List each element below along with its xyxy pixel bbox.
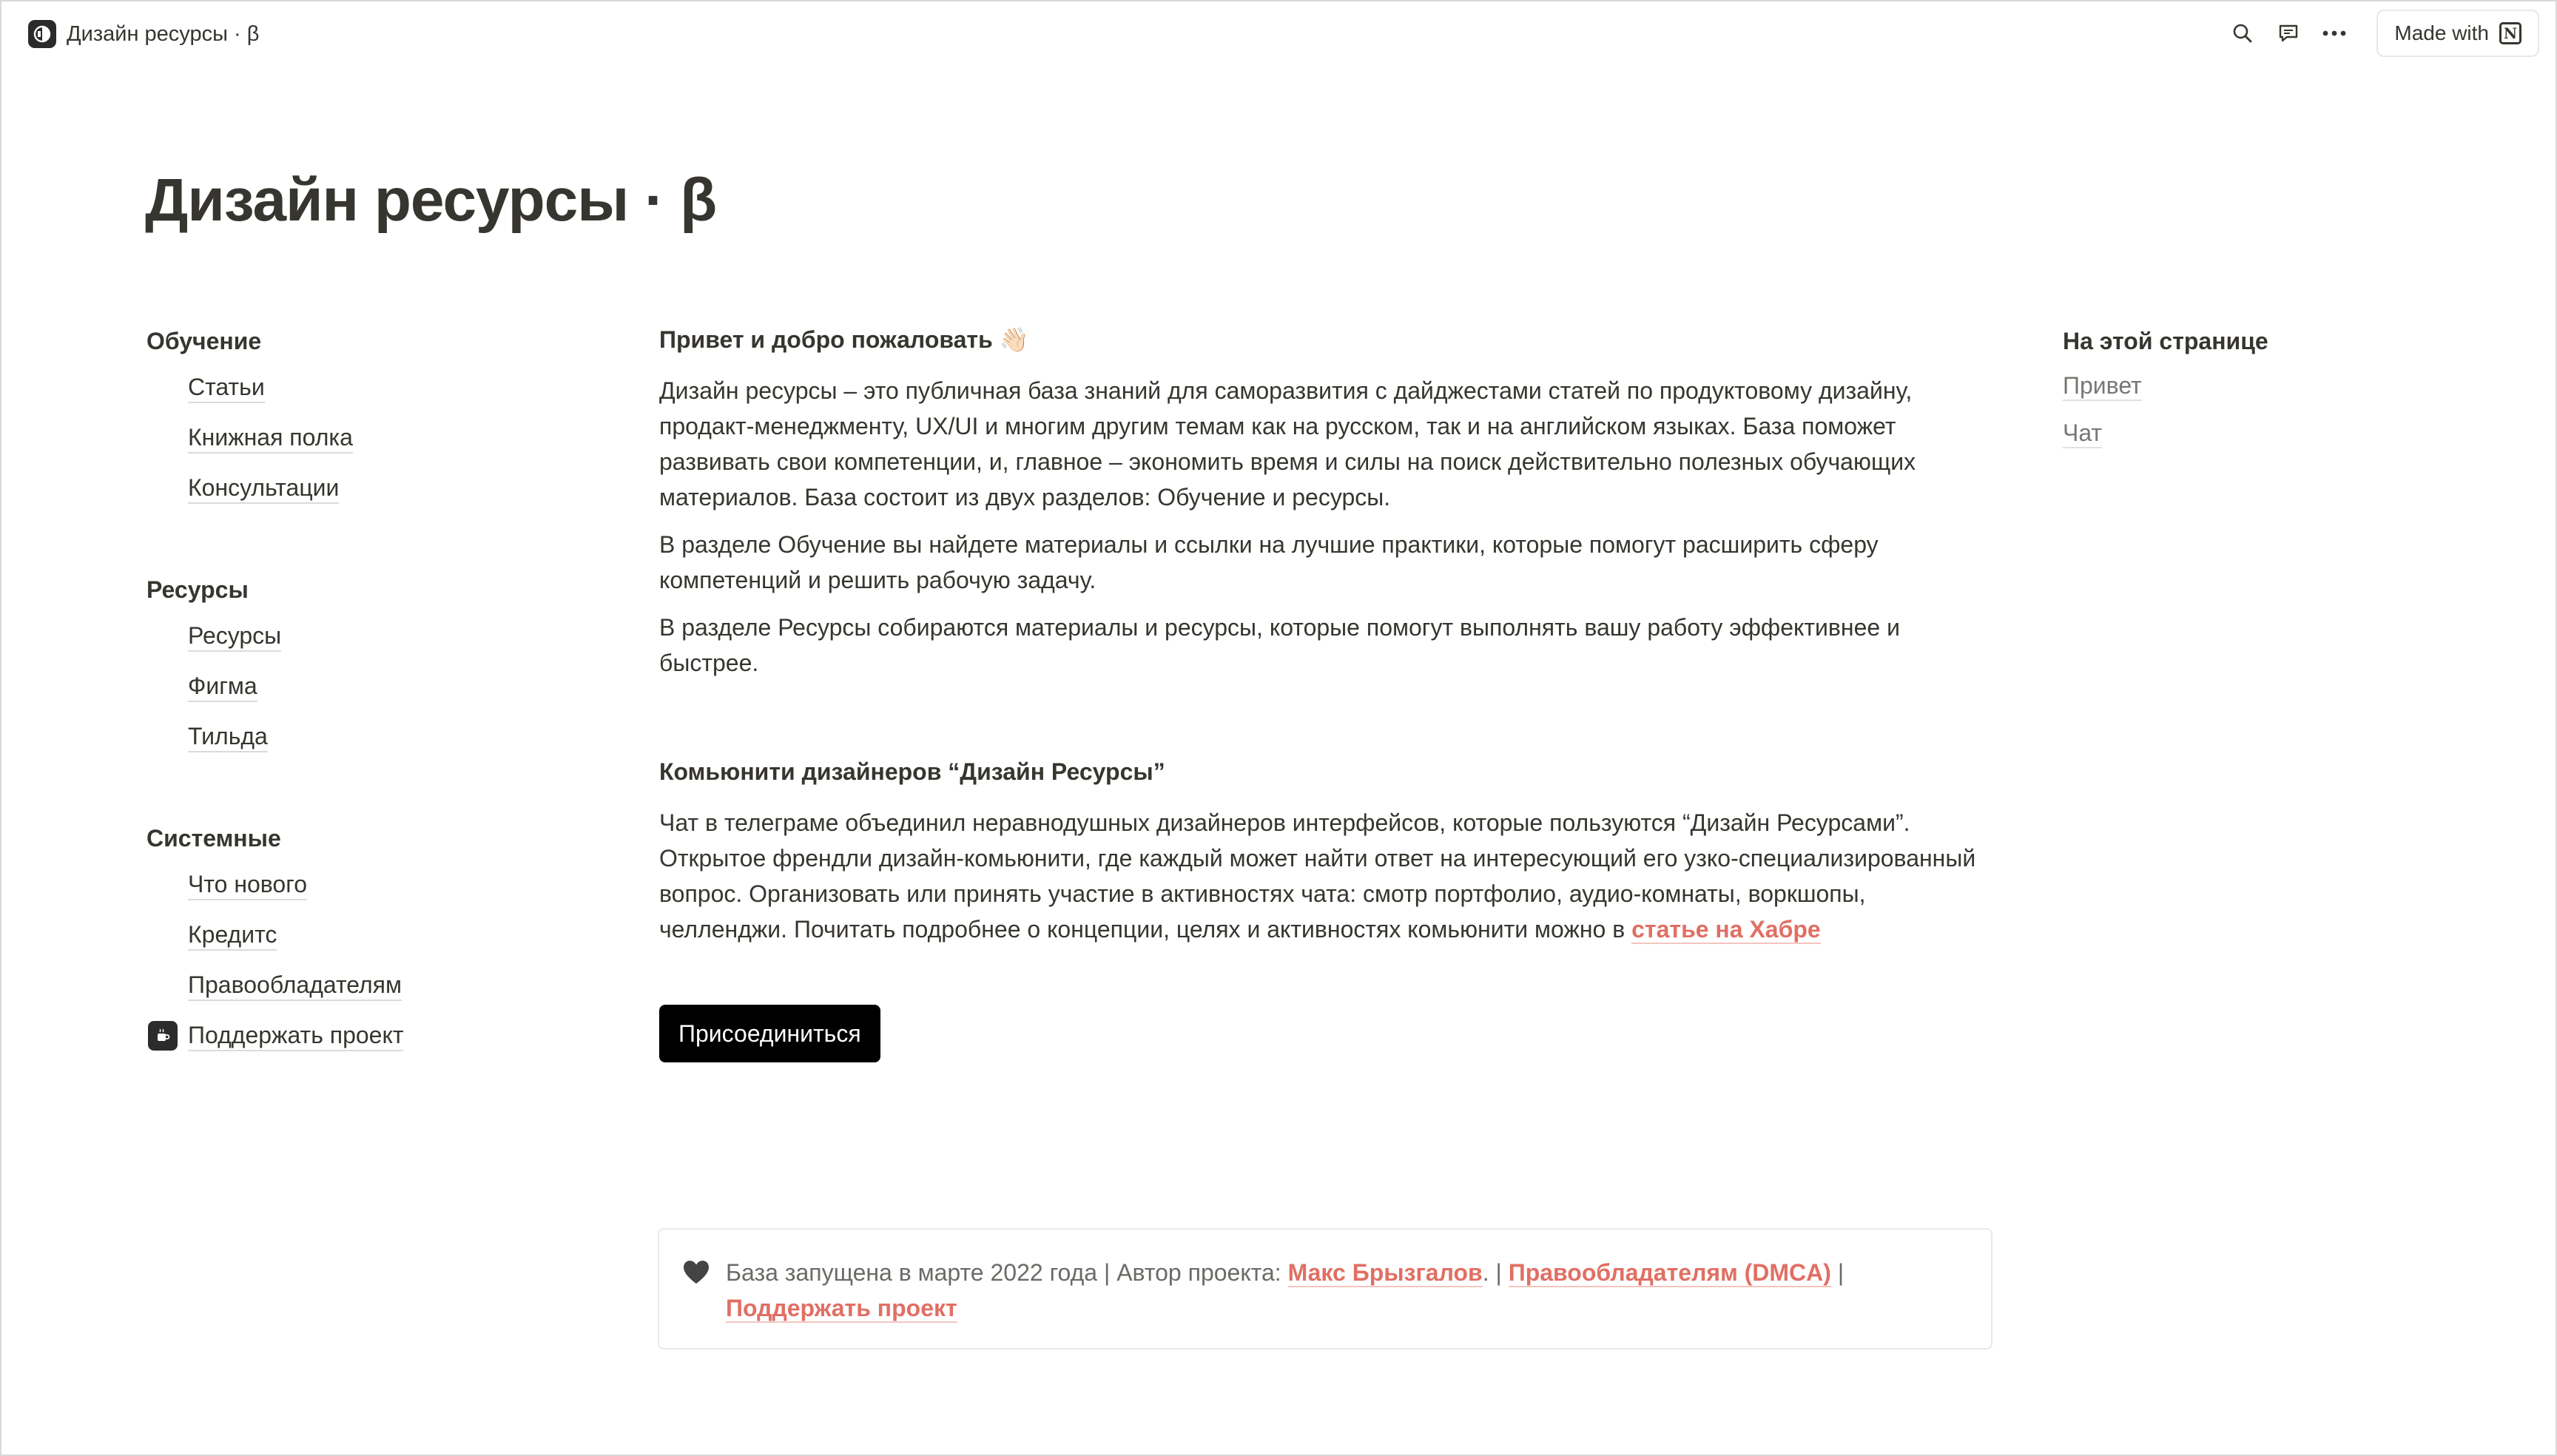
callout-text [726, 1255, 1844, 1326]
footer-callout [658, 1228, 1992, 1349]
author-link[interactable]: Макс Брызгалов [1287, 1259, 1483, 1286]
main-content [659, 320, 1991, 1062]
welcome-paragraph-1: Дизайн ресурсы – это публичная база знаний для саморазвития с дайджестами статей по продуктовому дизайну, продакт-менеджменту, UX/UI и многим другим темам как на русском, так и на английском языках. База поможет развивать свои компетенции, и, главное – экономить время и силы на поиск действительно полезных обучающих материалов. База состоит из двух разделов: Обучение и ресурсы. [659, 377, 1916, 510]
sidebar-nav [146, 320, 561, 1116]
nav-item-whats-new[interactable] [146, 860, 561, 910]
community-paragraph [659, 805, 1991, 947]
nav-item-label[interactable]: Что нового [188, 869, 307, 900]
support-project-link[interactable]: Поддержать проект [726, 1295, 957, 1321]
heart-icon [681, 1258, 711, 1287]
habr-article-link[interactable]: статье на Хабре [1631, 916, 1821, 943]
nav-section-system [146, 817, 561, 1061]
nav-item-bookshelf[interactable] [146, 413, 561, 463]
nav-item-label[interactable]: Статьи [188, 372, 265, 403]
notion-logo-icon: N [2499, 22, 2521, 44]
nav-item-label[interactable]: Кредитс [188, 920, 277, 951]
coffee-cup-icon [148, 1021, 178, 1051]
toc-item-label[interactable]: Чат [2063, 419, 2102, 448]
more-icon[interactable] [2311, 10, 2357, 56]
nav-item-figma[interactable] [146, 661, 561, 712]
made-with-notion-button[interactable] [2376, 10, 2539, 57]
table-of-contents [2063, 320, 2433, 457]
welcome-heading: Привет и добро пожаловать 👋🏻 [659, 326, 1029, 353]
nav-item-label[interactable]: Правообладателям [188, 970, 402, 1001]
nav-item-label[interactable]: Поддержать проект [188, 1020, 403, 1051]
join-button[interactable]: Присоединиться [659, 1005, 880, 1062]
toc-item-label[interactable]: Привет [2063, 371, 2142, 401]
callout-launch-text: База запущена в марте 2022 года | Автор проекта: [726, 1259, 1288, 1286]
search-icon[interactable] [2220, 10, 2265, 56]
nav-section-learning [146, 320, 561, 513]
nav-item-label[interactable]: Фигма [188, 671, 257, 702]
nav-item-articles[interactable] [146, 363, 561, 413]
nav-item-credits[interactable] [146, 910, 561, 960]
nav-heading: Системные [146, 825, 281, 852]
nav-item-label[interactable]: Книжная полка [188, 422, 353, 454]
breadcrumb-title[interactable]: Дизайн ресурсы · β [67, 21, 260, 46]
community-text: Чат в телеграме объединил неравнодушных дизайнеров интерфейсов, которые пользуются “Дизайн Ресурсами”. Открытое френдли дизайн-комьюнити, где каждый может найти ответ на интересующий его узко-специализированный вопрос. Организовать или принять участие в активностях чата: смотр портфолио, аудио-комнаты, воркшопы, челленджи. Почитать подробнее о концепции, целях и активностях комьюнити можно в [659, 809, 1976, 943]
top-bar [1, 1, 2556, 67]
breadcrumb[interactable] [28, 19, 259, 49]
callout-separator: | [1830, 1259, 1845, 1286]
nav-section-resources [146, 568, 561, 762]
nav-heading: Обучение [146, 328, 262, 354]
nav-item-consultations[interactable] [146, 463, 561, 513]
nav-item-tilda[interactable] [146, 712, 561, 762]
toc-title: На этой странице [2063, 328, 2268, 354]
callout-separator: . | [1482, 1259, 1509, 1286]
community-heading: Комьюнити дизайнеров “Дизайн Ресурсы” [659, 758, 1165, 785]
nav-item-support-project[interactable] [146, 1011, 561, 1061]
made-with-label: Made with [2394, 21, 2489, 44]
nav-item-rightholders[interactable] [146, 960, 561, 1011]
spacer [659, 692, 1991, 752]
dmca-link[interactable]: Правообладателям (DMCA) [1508, 1259, 1831, 1286]
nav-item-resources[interactable] [146, 611, 561, 661]
nav-item-label[interactable]: Тильда [188, 721, 268, 752]
nav-item-label[interactable]: Консультации [188, 473, 339, 504]
nav-item-label[interactable]: Ресурсы [188, 621, 281, 652]
toc-item-chat[interactable] [2063, 410, 2433, 457]
toc-item-hello[interactable] [2063, 363, 2433, 410]
page-title: Дизайн ресурсы · β [145, 166, 717, 234]
comment-icon[interactable] [2265, 10, 2311, 56]
welcome-paragraph-3: В разделе Ресурсы собираются материалы и ресурсы, которые помогут выполнять вашу работу эффективнее и быстрее. [659, 614, 1900, 676]
page-logo-icon [28, 20, 56, 48]
welcome-paragraph-2: В разделе Обучение вы найдете материалы и ссылки на лучшие практики, которые помогут расширить сферу компетенций и решить рабочую задачу. [659, 531, 1879, 593]
nav-heading: Ресурсы [146, 576, 249, 603]
